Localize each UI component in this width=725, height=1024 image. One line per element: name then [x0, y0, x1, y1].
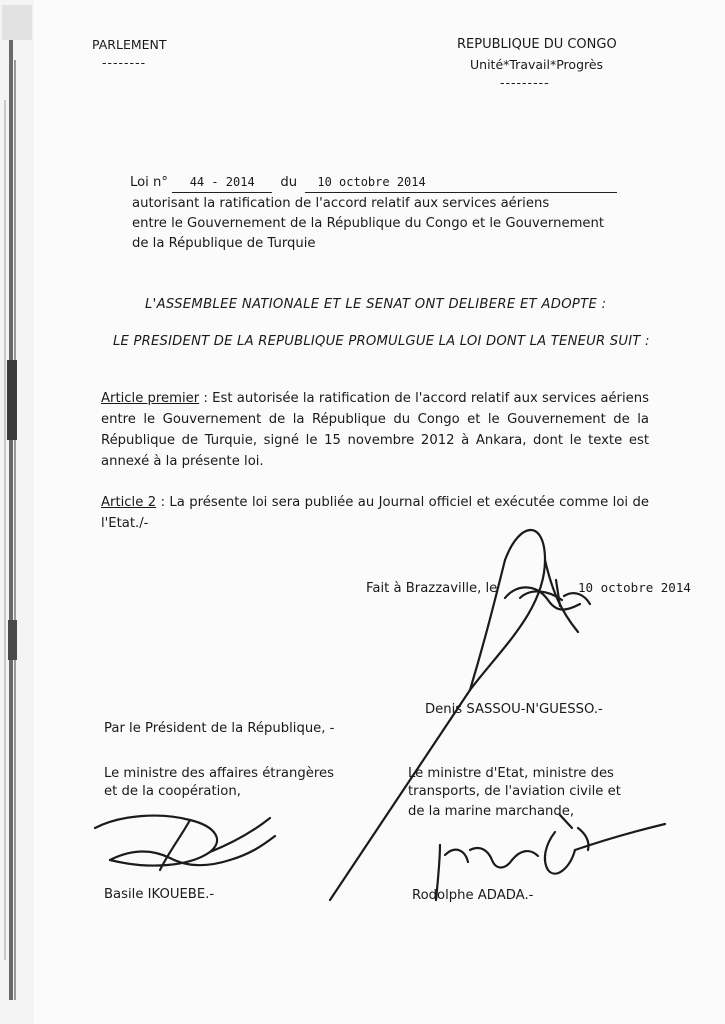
- minister2-name: Rodolphe ADADA.-: [412, 888, 534, 903]
- republic-title: REPUBLIQUE DU CONGO: [457, 37, 617, 52]
- minister1-signature: [95, 816, 275, 870]
- law-date: 10 octobre 2014: [305, 172, 617, 193]
- signing-place: Fait à Brazzaville, le: [366, 581, 498, 596]
- motto: Unité*Travail*Progrès: [470, 57, 604, 72]
- article-premier: [101, 388, 649, 472]
- minister1-name: Basile IKOUEBE.-: [104, 887, 215, 902]
- minister1-role-line-1: Le ministre des affaires étrangères: [104, 766, 334, 781]
- law-title-line-2: entre le Gouvernement de la République du Congo et le Gouvernement: [132, 216, 605, 231]
- republic-separator: ---------: [500, 75, 550, 90]
- article-premier-label: Article premier: [101, 391, 200, 406]
- article-2-text: : La présente loi sera publiée au Journal officiel et exécutée comme loi de l'Etat./-: [101, 495, 649, 531]
- scan-edge-artifact: [0, 0, 34, 1024]
- article-2: [101, 492, 649, 534]
- president-name: Denis SASSOU-N'GUESSO.-: [425, 702, 603, 717]
- by-president: Par le Président de la République, -: [104, 721, 335, 736]
- minister1-role-line-2: et de la coopération,: [104, 784, 241, 799]
- signing-date: 10 octobre 2014: [578, 580, 691, 595]
- article-2-label: Article 2: [101, 495, 157, 510]
- law-title-line-3: de la République de Turquie: [132, 236, 316, 251]
- minister2-role-line-2: transports, de l'aviation civile et: [408, 784, 621, 799]
- parliament-separator: --------: [102, 55, 147, 70]
- preamble-line-2: LE PRESIDENT DE LA REPUBLIQUE PROMULGUE LA LOI DONT LA TENEUR SUIT :: [113, 334, 650, 349]
- law-title-line-1: autorisant la ratification de l'accord relatif aux services aériens: [132, 196, 550, 211]
- minister2-role-line-1: Le ministre d'Etat, ministre des: [408, 766, 614, 781]
- article-premier-text: : Est autorisée la ratification de l'accord relatif aux services aériens entre le Gouvernement de la République du Congo et le Gouvernement de la République de Turquie, signé le 15 novembre 2012 à Ankara, dont le texte est annexé à la présente loi.: [101, 391, 649, 469]
- law-heading: [130, 172, 617, 193]
- parliament-title: PARLEMENT: [92, 37, 167, 52]
- law-number: 44 - 2014: [172, 172, 272, 193]
- minister2-role-line-3: de la marine marchande,: [408, 804, 575, 819]
- preamble-line-1: L'ASSEMBLEE NATIONALE ET LE SENAT ONT DELIBERE ET ADOPTE :: [145, 297, 607, 312]
- law-prefix: Loi n°: [130, 175, 168, 190]
- law-du: du: [280, 175, 298, 190]
